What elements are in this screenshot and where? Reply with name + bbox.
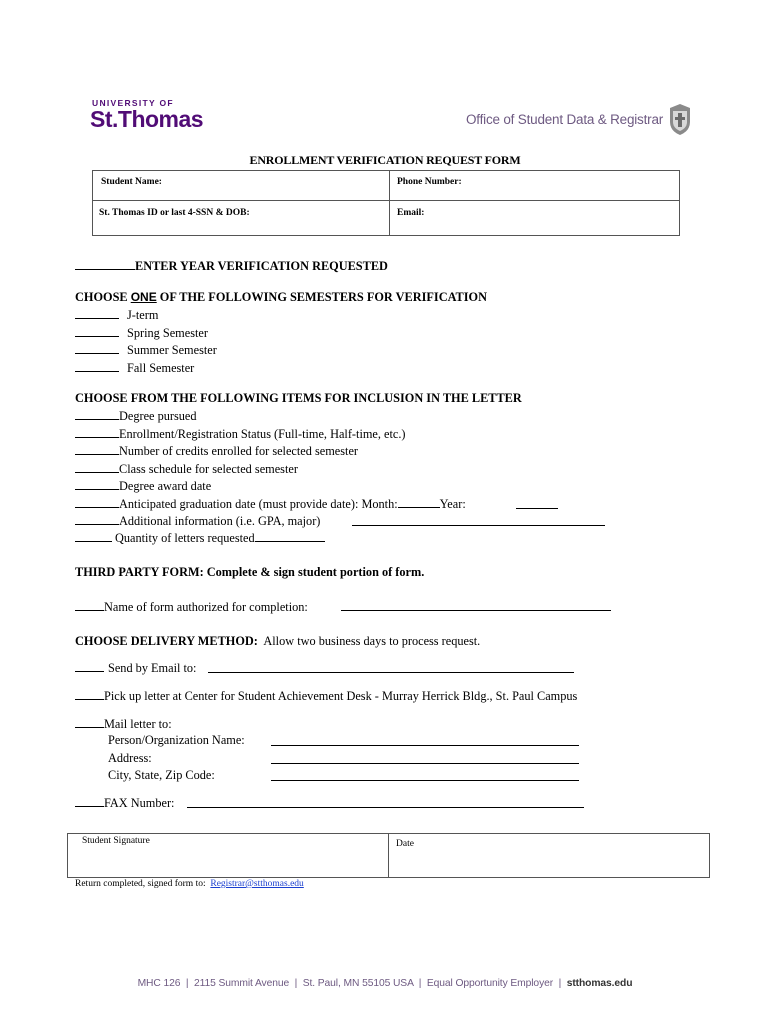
item-blank[interactable] <box>75 426 119 438</box>
item-option: Enrollment/Registration Status (Full-time, Half-time, etc.) <box>75 426 406 442</box>
mail-row: Mail letter to: <box>75 716 172 732</box>
one-emphasis: ONE <box>130 290 157 304</box>
address-line[interactable] <box>271 763 579 764</box>
semester-blank[interactable] <box>75 325 119 337</box>
anticipated-graduation-row: Anticipated graduation date (must provide date): Month: Year: <box>75 496 470 512</box>
quantity-blank[interactable] <box>75 530 112 542</box>
semester-option: Summer Semester <box>75 342 217 358</box>
address-label: Address: <box>108 751 152 765</box>
additional-info-line[interactable] <box>352 525 605 526</box>
fax-line[interactable] <box>187 807 584 808</box>
form-name-blank[interactable] <box>75 599 104 611</box>
item-blank[interactable] <box>75 461 119 473</box>
student-signature-field[interactable]: Student Signature <box>82 836 150 846</box>
additional-info-row: Additional information (i.e. GPA, major) <box>75 513 320 529</box>
item-blank[interactable] <box>75 513 119 525</box>
item-blank[interactable] <box>75 408 119 420</box>
footer <box>0 978 770 989</box>
city-line[interactable] <box>271 780 579 781</box>
city-label: City, State, Zip Code: <box>108 768 215 782</box>
fax-blank[interactable] <box>75 795 104 807</box>
student-id-field[interactable]: St. Thomas ID or last 4-SSN & DOB: <box>99 208 250 218</box>
third-party-heading: THIRD PARTY FORM: Complete & sign student portion of form. <box>75 565 425 579</box>
signature-table <box>67 833 710 878</box>
university-of-label: UNIVERSITY OF <box>92 98 174 108</box>
quantity-line[interactable] <box>255 530 325 542</box>
items-heading: CHOOSE FROM THE FOLLOWING ITEMS FOR INCLUSION IN THE LETTER <box>75 391 522 405</box>
university-crest-icon <box>668 102 692 136</box>
item-blank[interactable] <box>75 478 119 490</box>
semester-blank[interactable] <box>75 342 119 354</box>
year-row <box>75 258 388 274</box>
form-title: ENROLLMENT VERIFICATION REQUEST FORM <box>249 153 521 167</box>
student-name-field[interactable]: Student Name: <box>101 177 162 187</box>
item-option: Class schedule for selected semester <box>75 461 298 477</box>
pickup-blank[interactable] <box>75 688 104 700</box>
semester-option: Fall Semester <box>75 360 194 376</box>
footer-address: MHC 126 | 2115 Summit Avenue | St. Paul, MN 55105 USA | Equal Opportunity Employer | <box>137 978 567 989</box>
email-delivery-line[interactable] <box>208 672 574 673</box>
email-delivery-blank[interactable] <box>75 660 104 672</box>
item-option: Number of credits enrolled for selected semester <box>75 443 358 459</box>
email-field[interactable]: Email: <box>397 208 425 218</box>
office-name: Office of Student Data & Registrar <box>466 112 664 127</box>
quantity-row: Quantity of letters requested <box>75 530 325 546</box>
year-blank[interactable] <box>75 258 135 270</box>
item-blank[interactable] <box>75 496 119 508</box>
footer-site: stthomas.edu <box>566 978 633 989</box>
semester-blank[interactable] <box>75 307 119 319</box>
person-label: Person/Organization Name: <box>108 733 245 747</box>
year-label: ENTER YEAR VERIFICATION REQUESTED <box>135 259 388 273</box>
item-option: Degree award date <box>75 478 211 494</box>
pickup-row: Pick up letter at Center for Student Achievement Desk - Murray Herrick Bldg., St. Paul Campus <box>75 688 577 704</box>
person-line[interactable] <box>271 745 579 746</box>
registrar-email-link[interactable]: Registrar@stthomas.edu <box>210 879 304 889</box>
semesters-heading: CHOOSE ONE OF THE FOLLOWING SEMESTERS FOR VERIFICATION <box>75 290 487 304</box>
student-info-table <box>92 170 680 236</box>
form-name-row: Name of form authorized for completion: <box>75 599 308 615</box>
return-instructions: Return completed, signed form to: Registrar@stthomas.edu <box>75 879 304 889</box>
item-blank[interactable] <box>75 443 119 455</box>
date-field[interactable]: Date <box>396 839 414 849</box>
phone-number-field[interactable]: Phone Number: <box>397 177 462 187</box>
item-option: Degree pursued <box>75 408 197 424</box>
month-blank[interactable] <box>398 496 440 508</box>
mail-blank[interactable] <box>75 716 104 728</box>
delivery-heading: CHOOSE DELIVERY METHOD: Allow two business days to process request. <box>75 634 481 648</box>
email-delivery-row: Send by Email to: <box>75 660 196 676</box>
fax-row: FAX Number: <box>75 795 174 811</box>
form-name-line[interactable] <box>341 610 611 611</box>
semester-blank[interactable] <box>75 360 119 372</box>
semester-option: Spring Semester <box>75 325 208 341</box>
st-thomas-logo: St.Thomas <box>90 106 204 132</box>
graduation-year-line[interactable] <box>516 508 558 509</box>
semester-option: J-term <box>75 307 158 323</box>
